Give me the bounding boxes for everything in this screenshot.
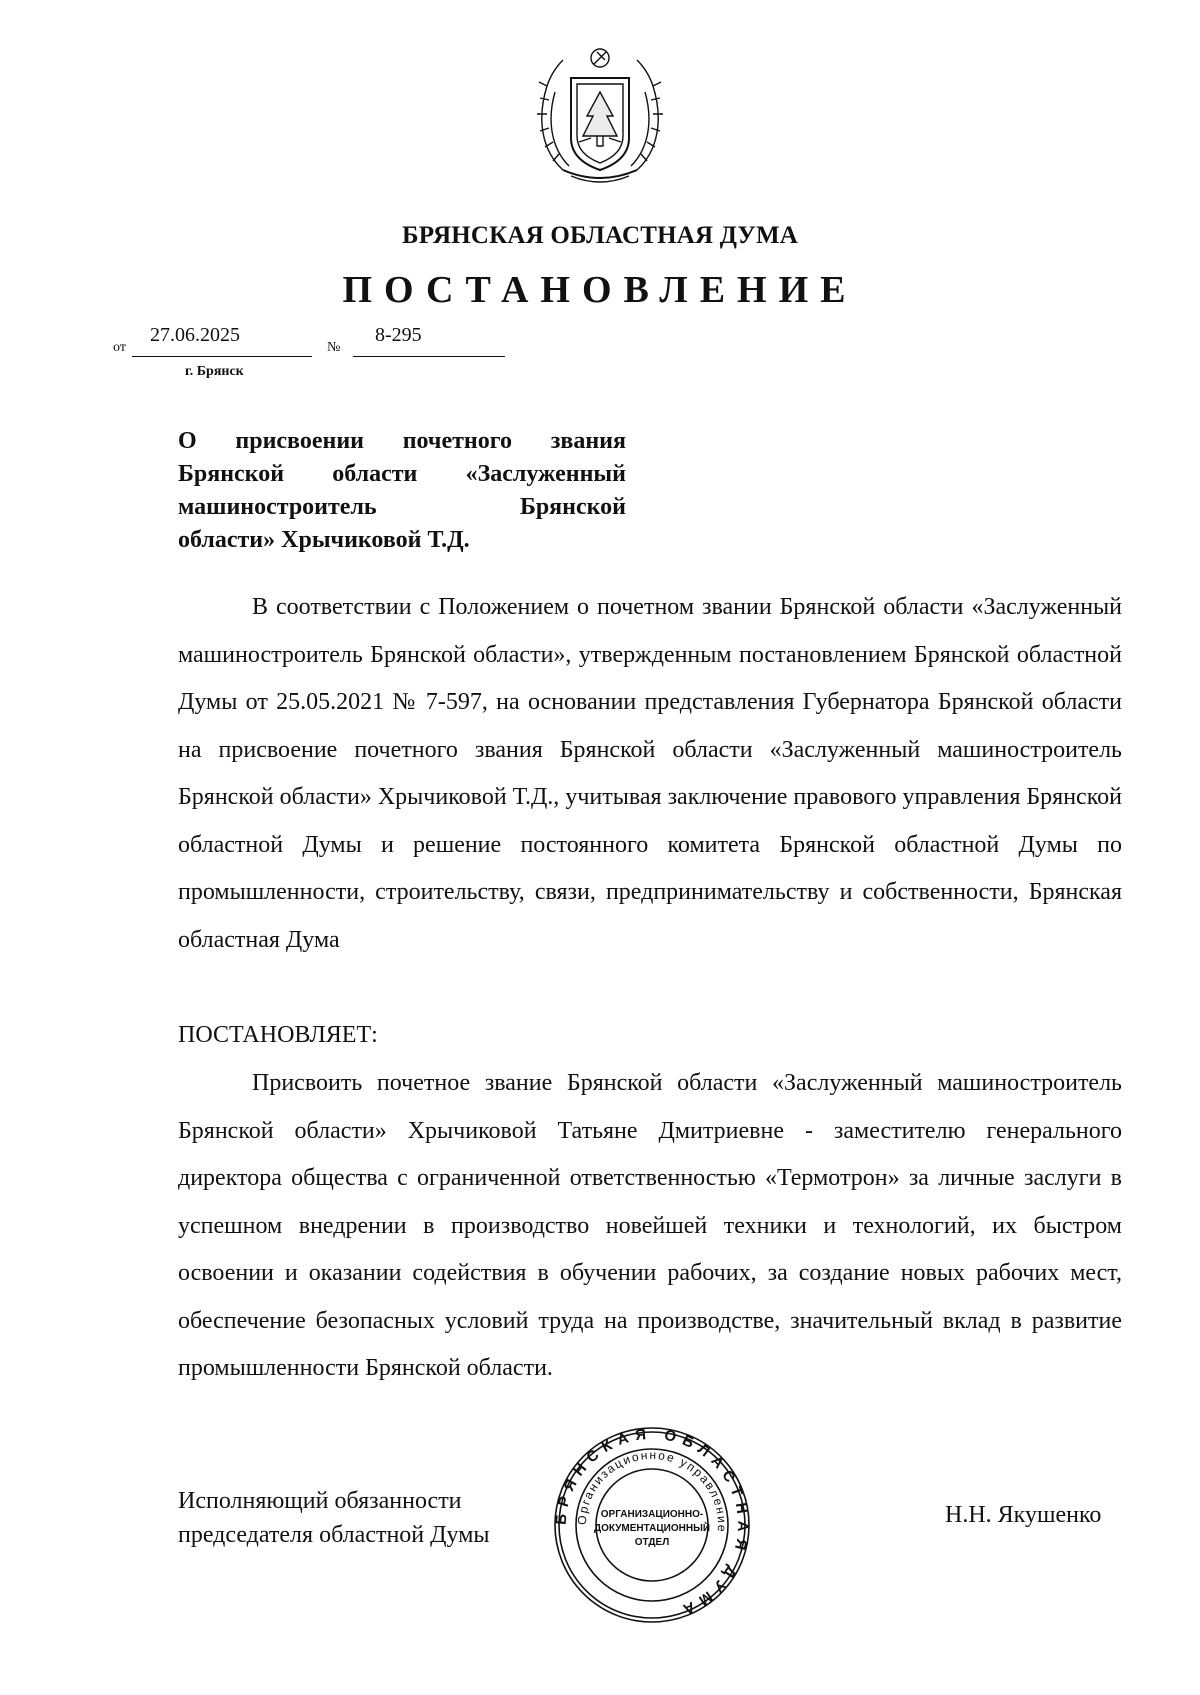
official-stamp-icon <box>552 1425 752 1625</box>
date-underline <box>132 356 312 357</box>
stamp-outer-text: БРЯНСКАЯ ОБЛАСТНАЯ ДУМА <box>552 1425 752 1621</box>
subject-line: области» Хрычиковой Т.Д. <box>178 527 470 553</box>
date-prefix: от <box>113 340 126 355</box>
stamp-center-line: ОТДЕЛ <box>634 1537 670 1548</box>
signatory-name: Н.Н. Якушенко <box>945 1502 1102 1528</box>
document-city: г. Брянск <box>185 364 244 379</box>
coat-of-arms-icon <box>533 38 667 190</box>
resolves-heading: ПОСТАНОВЛЯЕТ: <box>178 1022 378 1048</box>
decision-paragraph: Присвоить почетное звание Брянской области «Заслуженный машиностроитель Брянской области» Хрычиковой Татьяне Дмитриевне - заместителю генерального директора общества с ограниченной ответственностью «Термотрон» за личные заслуги в успешном внедрении в производство новейшей техники и технологий, их быстром освоении и оказании содействия в обучении рабочих, за создание новых рабочих мест, обеспечение безопасных условий труда на производстве, значительный вклад в развитие промышленности Брянской области. <box>178 1070 1122 1381</box>
subject-line: О присвоении почетного звания <box>178 428 626 454</box>
number-prefix: № <box>327 340 341 355</box>
subject-line: Брянской области «Заслуженный <box>178 461 626 487</box>
stamp-center-line: ДОКУМЕНТАЦИОННЫЙ <box>593 1523 711 1534</box>
subject-line: машиностроитель Брянской <box>178 494 626 520</box>
stamp-ring-text: Организационное управление <box>574 1447 730 1534</box>
signatory-title <box>178 1484 490 1552</box>
signatory-title-line: Исполняющий обязанности <box>178 1488 462 1514</box>
document-subject <box>178 425 626 557</box>
number-underline <box>353 356 505 357</box>
document-date: 27.06.2025 <box>150 324 240 346</box>
stamp-center-line: ОРГАНИЗАЦИОННО- <box>600 1509 704 1520</box>
document-type-title: ПОСТАНОВЛЕНИЕ <box>342 269 858 311</box>
organization-name: БРЯНСКАЯ ОБЛАСТНАЯ ДУМА <box>401 222 799 249</box>
preamble-paragraph: В соответствии с Положением о почетном звании Брянской области «Заслуженный машиностроитель Брянской области», утвержденным постановлением Брянской областной Думы от 25.05.2021 № 7-597, на основании представления Губернатора Брянской области на присвоение почетного звания Брянской области «Заслуженный машиностроитель Брянской области» Хрычиковой Т.Д., учитывая заключение правового управления Брянской областной Думы и решение постоянного комитета Брянской областной Думы по промышленности, строительству, связи, предпринимательству и собственности, Брянская областная Дума <box>178 594 1122 953</box>
signatory-title-line: председателя областной Думы <box>178 1522 490 1548</box>
document-number: 8-295 <box>375 324 422 346</box>
